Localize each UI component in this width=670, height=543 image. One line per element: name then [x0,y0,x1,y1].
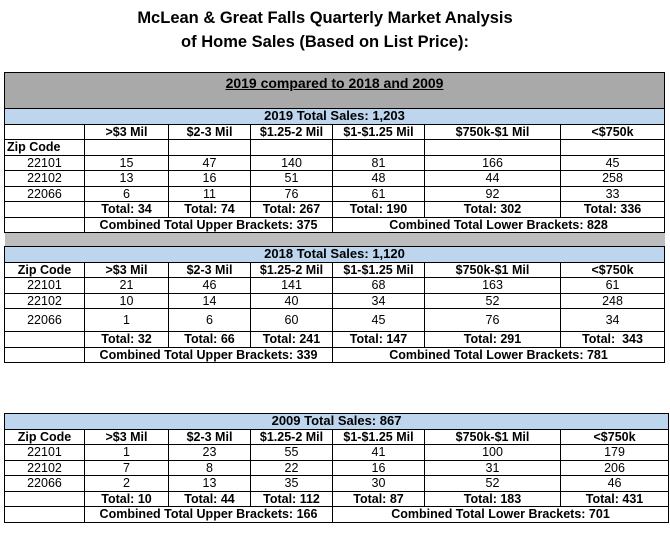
table-row: 22101 15 47 140 81 166 45 [5,155,665,171]
combined-upper-2009: Combined Total Upper Brackets: 166 [85,507,333,523]
section-header-2018: 2018 Total Sales: 1,120 [5,247,665,263]
title-line-2: of Home Sales (Based on List Price): [181,33,469,51]
table-row: 22066 1 6 60 45 76 34 [5,309,665,332]
totals-row: Total: 34 Total: 74 Total: 267 Total: 190 Total: 302 Total: 336 [5,202,665,218]
corner-cell [5,124,85,140]
col-header-750k-1mil: $750k-$1 Mil [425,124,561,140]
section-header-2019: 2019 Total Sales: 1,203 [5,109,665,125]
totals-row: Total: 10 Total: 44 Total: 112 Total: 87 Total: 183 Total: 431 [5,491,669,507]
table-row: 22101 1 23 55 41 100 179 [5,445,669,461]
table-row: 22066 2 13 35 30 52 46 [5,476,669,492]
table-row: 22102 10 14 40 34 52 248 [5,293,665,309]
combined-lower-2018: Combined Total Lower Brackets: 781 [333,347,665,363]
table-row: 22066 6 11 76 61 92 33 [5,186,665,202]
table-row: 22102 7 8 22 16 31 206 [5,460,669,476]
zip-code-header: Zip Code [5,262,85,278]
col-header-1-1.25mil: $1-$1.25 Mil [333,124,425,140]
table-row: 22101 21 46 141 68 163 61 [5,278,665,294]
combined-lower-2009: Combined Total Lower Brackets: 701 [333,507,669,523]
section-header-2009: 2009 Total Sales: 867 [5,414,669,430]
market-table-2019-2018: 2019 compared to 2018 and 2009 2019 Total Sales: 1,203 >$3 Mil $2-3 Mil $1.25-2 Mil $1-$1.25 Mil $750k-$1 Mil <$750k Zip Code 22101 15 47 140 81 166 45 22102 13 16 51 48 44 258 22066 6 11 76 61 92 33 Total: 34 Total: 74 Total: 267 Total: 190 Total: 302 Total: 336 Combined Total Upper Brackets: 375 Combined Total Lower Brackets: 828 2018 Total Sales: 1,120 Zip Code >$3 Mil $2-3 Mil $1.25-2 Mil $1-$1.25 Mil $750k-$1 Mil <$750k 22101 21 46 141 68 163 61 22102 10 14 40 34 52 248 22066 1 6 60 45 76 34 Total: 32 Total: 66 Total: 241 Total: 147 Total: 291 Total: 343 Combined Total Upper Brackets: 339 Combined Total Lower Brackets: 781 [4,72,665,363]
col-header-3mil-plus: >$3 Mil [85,124,169,140]
col-header-1.25-2mil: $1.25-2 Mil [251,124,333,140]
col-header-under-750k: <$750k [561,124,665,140]
market-table-2009: 2009 Total Sales: 867 Zip Code >$3 Mil $2-3 Mil $1.25-2 Mil $1-$1.25 Mil $750k-$1 Mil <$750k 22101 1 23 55 41 100 179 22102 7 8 22 16 31 206 22066 2 13 35 30 52 46 Total: 10 Total: 44 Total: 112 Total: 87 Total: 183 Total: 431 Combined Total Upper Brackets: 166 Combined Total Lower Brackets: 701 [4,413,669,523]
title-line-1: McLean & Great Falls Quarterly Market Analysis [137,9,513,27]
table-row: 22102 13 16 51 48 44 258 [5,171,665,187]
totals-row: Total: 32 Total: 66 Total: 241 Total: 147 Total: 291 Total: 343 [5,332,665,348]
page-title [0,6,650,54]
section-divider [5,233,665,247]
combined-upper-2018: Combined Total Upper Brackets: 339 [85,347,333,363]
combined-lower-2019: Combined Total Lower Brackets: 828 [333,217,665,233]
combined-totals-row [5,507,669,523]
combined-totals-row [5,217,665,233]
comparison-header: 2019 compared to 2018 and 2009 [5,73,665,109]
zip-code-label: Zip Code [5,140,85,156]
col-header-2-3mil: $2-3 Mil [169,124,251,140]
zip-code-header: Zip Code [5,429,85,445]
combined-totals-row [5,347,665,363]
combined-upper-2019: Combined Total Upper Brackets: 375 [85,217,333,233]
